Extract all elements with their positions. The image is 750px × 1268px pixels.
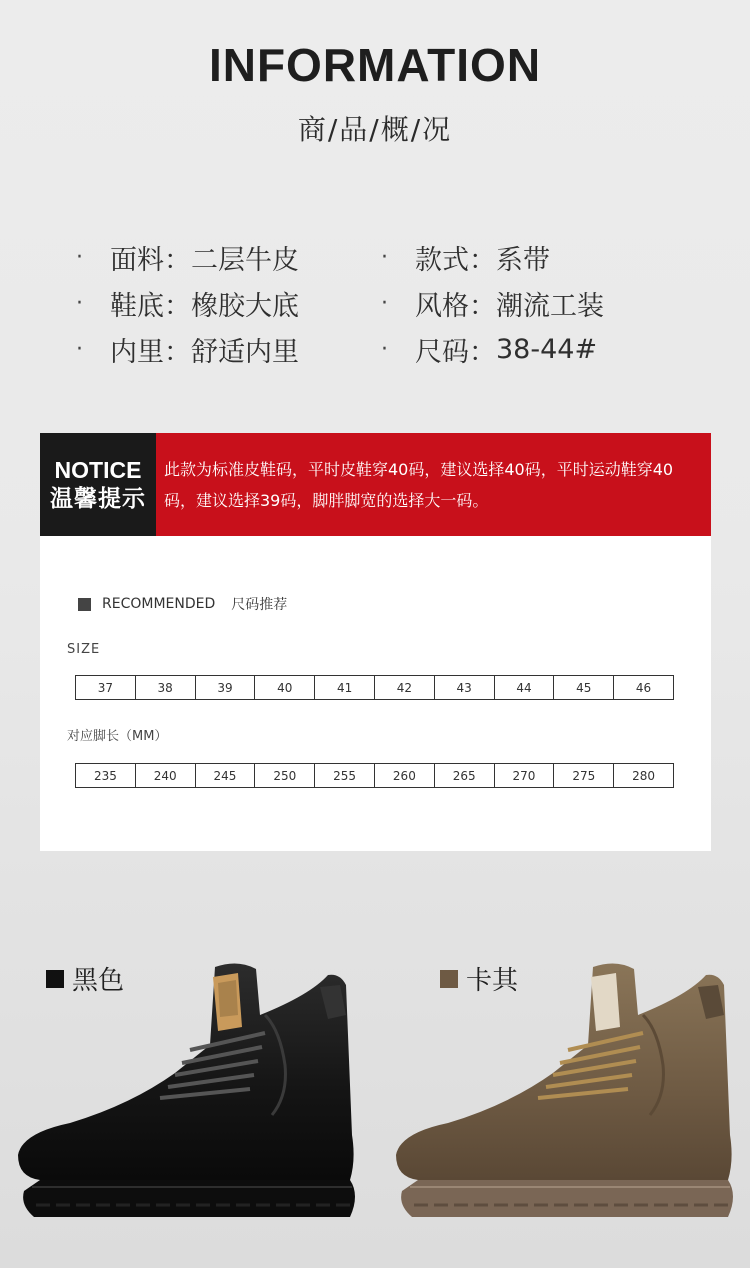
- size-cell: 40: [254, 676, 314, 699]
- size-cell: 45: [553, 676, 613, 699]
- info-label: 面料：: [110, 245, 191, 276]
- size-chart-panel: [40, 536, 711, 851]
- info-value: 二层牛皮: [191, 245, 299, 276]
- khaki-boot-image: [388, 955, 748, 1255]
- recommended-cn: 尺码推荐: [231, 597, 288, 613]
- length-cell: 260: [374, 764, 434, 787]
- bullet-icon: ·: [381, 245, 388, 270]
- notice-banner: [40, 433, 711, 536]
- info-item-size: [381, 330, 597, 369]
- notice-label-en: NOTICE: [54, 456, 142, 483]
- length-cell: 275: [553, 764, 613, 787]
- size-cell: 38: [135, 676, 195, 699]
- size-cell: 41: [314, 676, 374, 699]
- square-icon: [78, 598, 91, 611]
- info-label: 尺码：: [415, 337, 496, 368]
- info-value: 橡胶大底: [191, 291, 299, 322]
- length-cell: 280: [613, 764, 673, 787]
- size-cell: 43: [434, 676, 494, 699]
- info-item-lining: [76, 330, 299, 369]
- info-value: 潮流工装: [496, 291, 604, 322]
- size-cell: 37: [97, 680, 114, 695]
- foot-length-label: 对应脚长（MM）: [67, 729, 168, 744]
- info-label: 内里：: [110, 337, 191, 368]
- bullet-icon: ·: [76, 291, 83, 316]
- notice-label: [40, 433, 156, 536]
- length-cell: 250: [254, 764, 314, 787]
- length-cell: 265: [434, 764, 494, 787]
- recommended-en: RECOMMENDED: [102, 596, 216, 612]
- bullet-icon: ·: [381, 291, 388, 316]
- foot-length-row: [75, 763, 674, 788]
- info-item-fashion: [381, 284, 604, 323]
- info-item-material: [76, 238, 299, 277]
- bullet-icon: ·: [76, 245, 83, 270]
- notice-text: 此款为标准皮鞋码，平时皮鞋穿40码，建议选择40码，平时运动鞋穿40码，建议选择39码，脚胖脚宽的选择大一码。: [164, 460, 674, 510]
- size-cell: 42: [374, 676, 434, 699]
- info-item-style: [381, 238, 550, 277]
- size-cell: 44: [494, 676, 554, 699]
- bullet-icon: ·: [76, 337, 83, 362]
- info-label: 鞋底：: [110, 291, 191, 322]
- info-value: 系带: [496, 245, 550, 276]
- notice-label-cn: 温馨提示: [50, 485, 146, 512]
- color-name: 卡其: [466, 966, 519, 996]
- color-name: 黑色: [72, 966, 125, 996]
- length-cell: 270: [494, 764, 554, 787]
- length-cell: 255: [314, 764, 374, 787]
- info-value: 舒适内里: [191, 337, 299, 368]
- size-cell: 39: [195, 676, 255, 699]
- info-label: 风格：: [415, 291, 496, 322]
- info-value: 38-44#: [496, 334, 598, 365]
- page-subtitle: 商/品/概/况: [297, 113, 453, 146]
- size-row: [75, 675, 674, 700]
- bullet-icon: ·: [381, 337, 388, 362]
- size-label: SIZE: [67, 642, 101, 657]
- info-item-sole: [76, 284, 299, 323]
- length-cell: 235: [93, 768, 117, 783]
- black-boot-image: [10, 955, 370, 1255]
- info-label: 款式：: [415, 245, 496, 276]
- length-cell: 240: [135, 764, 195, 787]
- page-title: INFORMATION: [208, 39, 542, 91]
- size-cell: 46: [613, 676, 673, 699]
- length-cell: 245: [195, 764, 255, 787]
- recommended-heading: [78, 594, 287, 614]
